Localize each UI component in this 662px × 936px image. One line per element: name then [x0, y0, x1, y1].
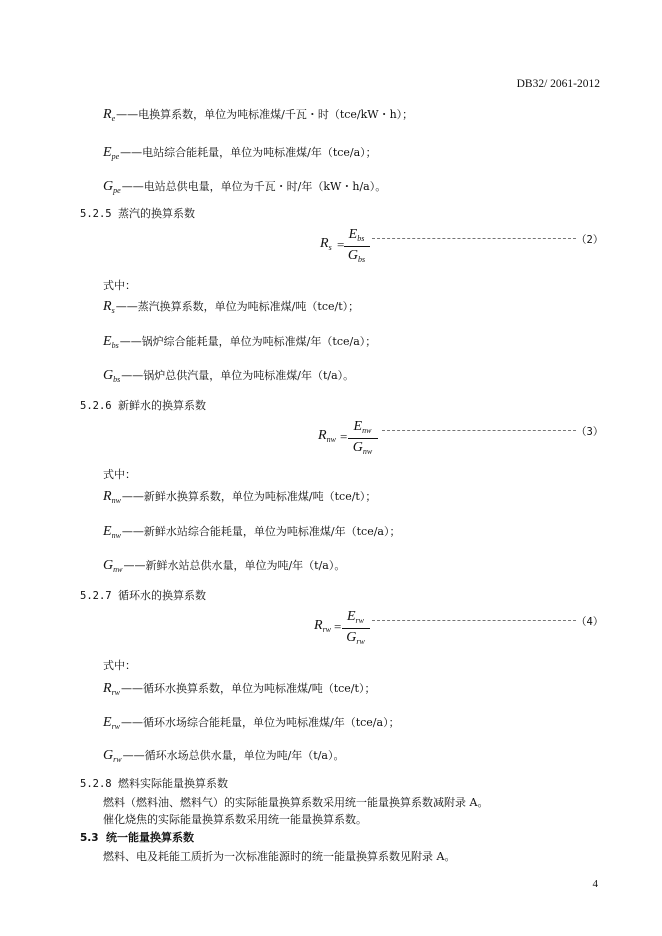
symbol: E — [103, 715, 112, 730]
fraction-bar — [342, 628, 370, 629]
formula-lhs-subscript: s — [328, 243, 332, 252]
formula-numerator-subscript: nw — [362, 426, 372, 435]
symbol-subscript: bs — [113, 375, 121, 384]
formula-lhs: R — [314, 618, 323, 633]
formula-lhs-subscript: rw — [322, 625, 332, 634]
symbol: E — [103, 145, 112, 160]
symbol-subscript: nw — [113, 565, 123, 574]
where-label: 式中： — [103, 468, 136, 481]
leader-line — [372, 238, 576, 239]
definition-text: ——循环水换算系数，单位为吨标准煤/吨（tce/t）； — [121, 682, 376, 695]
symbol-subscript: rw — [113, 755, 122, 764]
paragraph-line: 催化烧焦的实际能量换算系数采用统一能量换算系数。 — [103, 813, 367, 826]
symbol-subscript: pe — [111, 152, 120, 161]
definition-text: ——新鲜水站综合能耗量，单位为吨标准煤/年（tce/a）； — [121, 525, 401, 538]
leader-line — [382, 430, 576, 431]
formula-numerator: E — [353, 419, 363, 434]
definition-rnw — [103, 488, 376, 505]
symbol-subscript: s — [111, 306, 115, 315]
definition-grw — [103, 747, 344, 764]
formula-3 — [318, 418, 602, 458]
formula-lhs-subscript: nw — [326, 435, 336, 444]
document-code: DB32/ 2061-2012 — [516, 78, 600, 90]
symbol-subscript: rw — [111, 722, 121, 731]
symbol: R — [103, 489, 112, 504]
where-label: 式中： — [103, 659, 136, 672]
symbol-subscript: nw — [111, 496, 121, 505]
formula-lhs: R — [320, 236, 329, 251]
symbol: R — [103, 299, 112, 314]
paragraph-line: 燃料（燃料油、燃料气）的实际能量换算系数采用统一能量换算系数减附录 A。 — [103, 796, 489, 809]
section-heading-5-3 — [80, 829, 194, 845]
formula-denominator-subscript: nw — [362, 447, 373, 456]
section-number: 5.2.7 — [80, 590, 112, 602]
definition-gpe — [103, 178, 386, 195]
section-number: 5.2.8 — [80, 778, 112, 790]
definition-text: ——循环水场综合能耗量，单位为吨标准煤/年（tce/a）； — [121, 716, 400, 729]
formula-denominator-subscript: rw — [356, 637, 365, 646]
equals-sign: = — [340, 429, 348, 444]
section-title: 循环水的换算系数 — [118, 589, 206, 602]
paragraph-line: 燃料、电及耗能工质折为一次标准能源时的统一能量换算系数见附录 A。 — [103, 850, 456, 863]
definition-re — [103, 106, 413, 123]
definition-enw — [103, 523, 400, 540]
symbol: G — [103, 748, 114, 763]
section-title: 燃料实际能量换算系数 — [118, 777, 228, 790]
definition-text: ——新鲜水换算系数，单位为吨标准煤/吨（tce/t）； — [121, 490, 377, 503]
definition-text: ——蒸汽换算系数，单位为吨标准煤/吨（tce/t）； — [115, 300, 360, 313]
fraction-bar — [348, 438, 378, 439]
equals-sign: = — [334, 619, 342, 634]
section-title: 新鲜水的换算系数 — [118, 399, 206, 412]
formula-numerator: E — [346, 609, 356, 624]
formula-2 — [320, 226, 602, 266]
definition-text: ——锅炉总供汽量，单位为吨标准煤/年（t/a）。 — [121, 369, 355, 382]
definition-text: ——锅炉综合能耗量，单位为吨标准煤/年（tce/a）； — [119, 335, 377, 348]
section-number: 5.3 — [80, 832, 99, 844]
symbol-subscript: rw — [111, 688, 121, 697]
formula-number: （4） — [576, 616, 604, 628]
definition-text: ——循环水场总供水量，单位为吨/年（t/a）。 — [122, 749, 345, 762]
symbol: R — [103, 107, 112, 122]
formula-number: （3） — [576, 426, 604, 438]
section-heading-5-2-6 — [80, 397, 206, 413]
symbol-subscript: e — [111, 114, 116, 123]
symbol-subscript: nw — [111, 531, 121, 540]
section-title: 统一能量换算系数 — [106, 831, 194, 844]
symbol: R — [103, 681, 112, 696]
definition-ebs — [103, 333, 376, 350]
definition-erw — [103, 714, 400, 731]
definition-gbs — [103, 367, 354, 384]
section-heading-5-2-7 — [80, 587, 206, 603]
definition-epe — [103, 144, 377, 161]
definition-rs — [103, 298, 359, 315]
symbol: E — [103, 334, 112, 349]
equals-sign: = — [337, 237, 345, 252]
symbol: G — [103, 368, 114, 383]
formula-numerator-subscript: rw — [355, 616, 364, 625]
formula-denominator: G — [352, 440, 363, 455]
definition-text: ——新鲜水站总供水量，单位为吨/年（t/a）。 — [123, 559, 346, 572]
fraction-bar — [344, 246, 370, 247]
symbol: G — [103, 179, 114, 194]
formula-4 — [314, 608, 602, 648]
section-number: 5.2.5 — [80, 208, 112, 220]
formula-number: （2） — [576, 234, 604, 246]
definition-rrw — [103, 680, 375, 697]
definition-text: ——电站总供电量，单位为千瓦・时/年（kW・h/a）。 — [121, 180, 387, 193]
page-number: 4 — [592, 878, 598, 890]
formula-lhs: R — [318, 428, 327, 443]
section-heading-5-2-5 — [80, 205, 195, 221]
where-label: 式中： — [103, 279, 136, 292]
symbol-subscript: pe — [113, 186, 121, 195]
formula-denominator-subscript: bs — [358, 255, 366, 264]
symbol: G — [103, 558, 114, 573]
formula-numerator: E — [348, 227, 358, 242]
formula-denominator: G — [347, 248, 358, 263]
definition-text: ——电换算系数，单位为吨标准煤/千瓦・时（tce/kW・h）； — [116, 108, 414, 121]
section-title: 蒸汽的换算系数 — [118, 207, 195, 220]
definition-text: ——电站综合能耗量，单位为吨标准煤/年（tce/a）； — [120, 146, 377, 159]
section-number: 5.2.6 — [80, 400, 112, 412]
definition-gnw — [103, 557, 345, 574]
symbol: E — [103, 524, 112, 539]
formula-denominator: G — [346, 630, 357, 645]
section-heading-5-2-8 — [80, 775, 228, 791]
leader-line — [372, 620, 576, 621]
formula-numerator-subscript: bs — [357, 234, 365, 243]
symbol-subscript: bs — [111, 341, 119, 350]
